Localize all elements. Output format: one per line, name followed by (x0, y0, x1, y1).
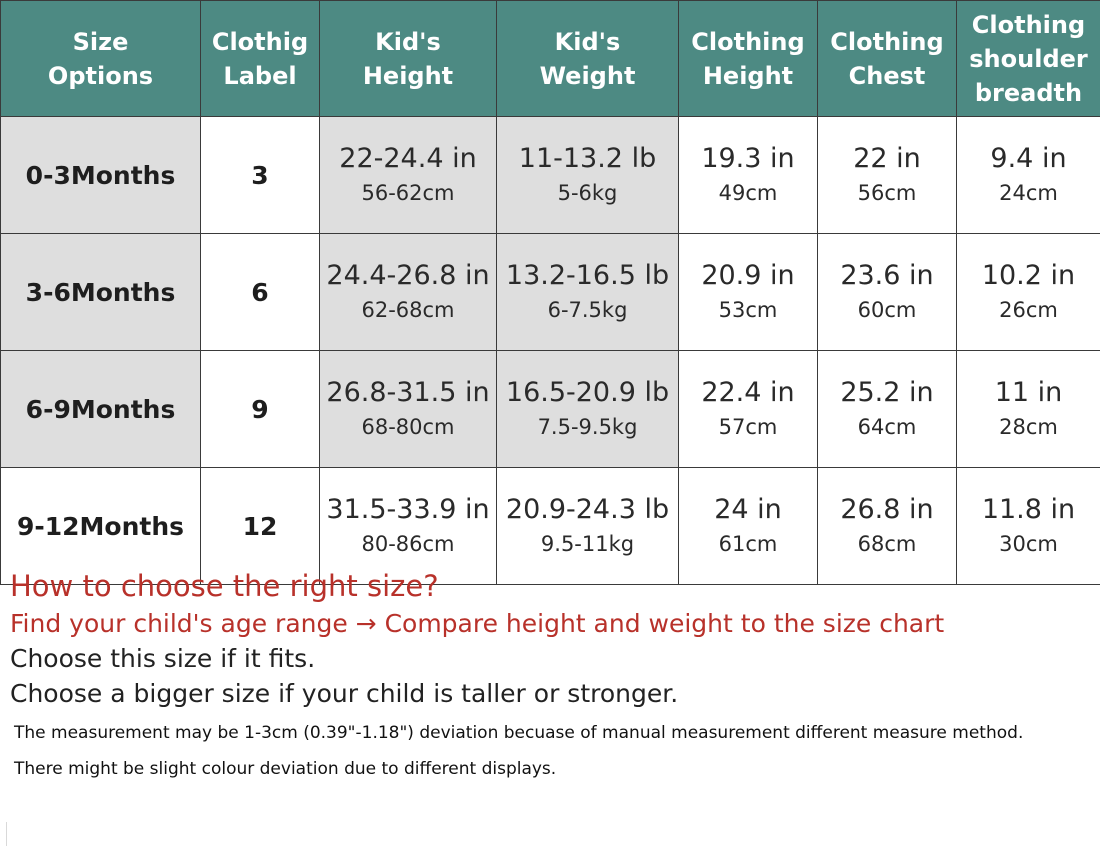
table-row (1, 117, 1100, 234)
value-metric: 53cm (718, 298, 778, 322)
clothing-label-cell: 9 (201, 351, 320, 468)
header-shoulder-breadth: Clothing shoulder breadth (957, 1, 1100, 117)
measurement-disclaimer: The measurement may be 1-3cm (0.39"-1.18") deviation becuase of manual measurement different measure method. (14, 723, 1024, 743)
value-inches: 25.2 in (840, 377, 934, 408)
value-metric: 60cm (857, 298, 917, 322)
value-inches: 24 in (714, 494, 782, 525)
value-pounds: 13.2-16.5 lb (505, 260, 670, 291)
value-inches: 19.3 in (701, 143, 795, 174)
value-inches: 9.4 in (990, 143, 1067, 174)
header-clothing-label: Clothig Label (201, 1, 320, 117)
clothing-chest-cell (818, 351, 957, 468)
value-inches: 11.8 in (981, 494, 1076, 525)
value-inches: 22 in (853, 143, 921, 174)
value-metric: 49cm (718, 181, 778, 205)
value-inches: 24.4-26.8 in (326, 260, 490, 291)
value-inches: 22-24.4 in (339, 143, 477, 174)
clothing-height-cell (679, 234, 818, 351)
value-metric: 24cm (999, 181, 1058, 205)
value-metric: 68-80cm (361, 415, 455, 439)
header-kids-weight: Kid's Weight (497, 1, 679, 117)
size-guide-notes (10, 566, 1095, 787)
value-inches: 26.8-31.5 in (326, 377, 490, 408)
value-metric: 56-62cm (361, 181, 455, 205)
shoulder-breadth-cell (957, 117, 1100, 234)
shoulder-breadth-cell (957, 234, 1100, 351)
divider-mark (6, 822, 7, 846)
value-inches: 23.6 in (840, 260, 934, 291)
value-inches: 22.4 in (701, 377, 795, 408)
value-inches: 11 in (994, 377, 1063, 408)
value-metric: 68cm (857, 532, 917, 556)
header-size-options: Size Options (1, 1, 201, 117)
value-metric: 57cm (718, 415, 778, 439)
value-metric: 30cm (999, 532, 1058, 556)
header-row (1, 1, 1100, 117)
value-metric: 80-86cm (361, 532, 455, 556)
kid-weight-cell (497, 117, 679, 234)
value-metric: 7.5-9.5kg (537, 415, 638, 439)
clothing-height-cell (679, 117, 818, 234)
clothing-label-cell: 12 (201, 468, 320, 585)
value-pounds: 11-13.2 lb (518, 143, 657, 174)
guide-step: Find your child's age range → Compare height and weight to the size chart (10, 609, 945, 638)
header-kids-height: Kid's Height (320, 1, 497, 117)
value-metric: 26cm (999, 298, 1058, 322)
kid-weight-cell (497, 351, 679, 468)
value-metric: 6-7.5kg (547, 298, 628, 322)
value-metric: 28cm (999, 415, 1058, 439)
clothing-label-cell: 3 (201, 117, 320, 234)
value-inches: 20.9 in (701, 260, 795, 291)
kid-height-cell (320, 234, 497, 351)
size-option-cell: 9-12Months (1, 468, 201, 585)
clothing-chest-cell (818, 117, 957, 234)
value-metric: 56cm (857, 181, 917, 205)
value-inches: 31.5-33.9 in (326, 494, 490, 525)
size-option-cell: 3-6Months (1, 234, 201, 351)
table-row (1, 351, 1100, 468)
value-metric: 64cm (857, 415, 917, 439)
guide-fit-line: Choose this size if it fits. (10, 644, 316, 673)
shoulder-breadth-cell (957, 351, 1100, 468)
value-inches: 26.8 in (840, 494, 934, 525)
value-metric: 61cm (718, 532, 778, 556)
value-metric: 9.5-11kg (540, 532, 635, 556)
table-row (1, 234, 1100, 351)
kid-height-cell (320, 351, 497, 468)
kid-weight-cell (497, 234, 679, 351)
kid-height-cell (320, 117, 497, 234)
value-metric: 62-68cm (361, 298, 455, 322)
guide-title: How to choose the right size? (10, 569, 439, 603)
value-pounds: 20.9-24.3 lb (505, 494, 670, 525)
colour-disclaimer: There might be slight colour deviation due to different displays. (14, 759, 557, 779)
size-option-cell: 6-9Months (1, 351, 201, 468)
clothing-label-cell: 6 (201, 234, 320, 351)
clothing-height-cell (679, 351, 818, 468)
header-clothing-height: Clothing Height (679, 1, 818, 117)
guide-bigger-size-line: Choose a bigger size if your child is taller or stronger. (10, 679, 679, 708)
value-metric: 5-6kg (557, 181, 618, 205)
value-pounds: 16.5-20.9 lb (505, 377, 670, 408)
header-clothing-chest: Clothing Chest (818, 1, 957, 117)
clothing-chest-cell (818, 234, 957, 351)
size-option-cell: 0-3Months (1, 117, 201, 234)
value-inches: 10.2 in (981, 260, 1076, 291)
